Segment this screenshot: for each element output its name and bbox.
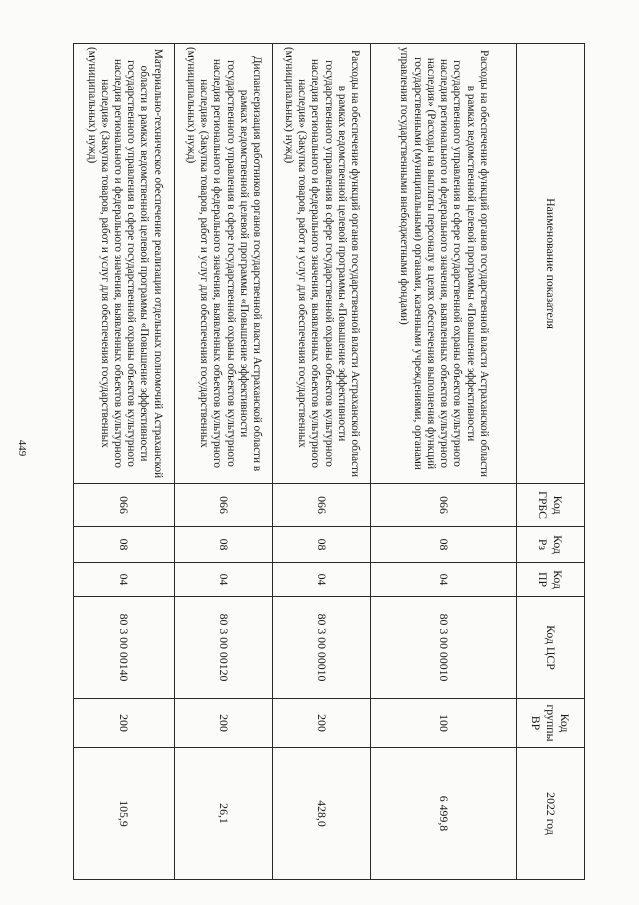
- row-amount: 105,9: [74, 748, 175, 880]
- row-grbs: 066: [175, 484, 273, 527]
- row-vr: 200: [273, 699, 371, 748]
- header-rz: Код Рз: [517, 527, 585, 563]
- header-csr: Код ЦСР: [517, 597, 585, 699]
- row-amount: 26,1: [175, 748, 273, 880]
- table-row: [273, 44, 371, 880]
- row-vr: 200: [175, 699, 273, 748]
- table-row: [175, 44, 273, 880]
- row-name: Диспансеризация работников органов государственной власти Астраханской области в рамках ведомственной целевой программы «Повышение эффективности государственного управления в сфере государственной охраны объектов культурного наследия регионального и федерального значения, выявленных объектов культурного наследия» (Закупка товаров, работ и услуг для обеспечения государственных (муниципальных) нужд): [175, 44, 273, 484]
- table-row: [74, 44, 175, 880]
- header-grbs: Код ГРБС: [517, 484, 585, 527]
- header-pr: Код ПР: [517, 563, 585, 597]
- row-vr: 200: [74, 699, 175, 748]
- budget-table: [73, 43, 585, 880]
- row-pr: 04: [175, 563, 273, 597]
- header-vr: Код группы ВР: [517, 699, 585, 748]
- row-csr: 80 3 00 00010: [273, 597, 371, 699]
- row-grbs: 066: [371, 484, 517, 527]
- row-pr: 04: [74, 563, 175, 597]
- row-csr: 80 3 00 00140: [74, 597, 175, 699]
- table-row: [371, 44, 517, 880]
- row-name: Материально-техническое обеспечение реализации отдельных полномочий Астраханской области в рамках ведомственной целевой программы «Повышение эффективности государственного управления в сфере государственной охраны объектов культурного наследия регионального и федерального значения, выявленных объектов культурного наследия» (Закупка товаров, работ и услуг для обеспечения государственных (муниципальных) нужд): [74, 44, 175, 484]
- rotated-table-wrapper: [74, 43, 585, 879]
- page-number: 449: [16, 439, 28, 457]
- row-grbs: 066: [74, 484, 175, 527]
- row-csr: 80 3 00 00010: [371, 597, 517, 699]
- row-amount: 428,0: [273, 748, 371, 880]
- row-grbs: 066: [273, 484, 371, 527]
- row-pr: 04: [371, 563, 517, 597]
- row-vr: 100: [371, 699, 517, 748]
- header-name: Наименование показателя: [517, 44, 585, 484]
- row-amount: 6 499,8: [371, 748, 517, 880]
- row-pr: 04: [273, 563, 371, 597]
- row-name: Расходы на обеспечение функций органов государственной власти Астраханской области в рамках ведомственной целевой программы «Повышение эффективности государственного управления в сфере государственной охраны объектов культурного наследия регионального и федерального значения, выявленных объектов культурного наследия» (Закупка товаров, работ и услуг для обеспечения государственных (муниципальных) нужд): [273, 44, 371, 484]
- row-rz: 08: [175, 527, 273, 563]
- row-rz: 08: [371, 527, 517, 563]
- row-name: Расходы на обеспечение функций органов государственной власти Астраханской области в рамках ведомственной целевой программы «Повышение эффективности государственного управления в сфере государственной охраны объектов культурного наследия регионального и федерального значения, выявленных объектов культурного наследия» (Расходы на выплаты персоналу в целях обеспечения выполнения функций государственными (муниципальными) органами, казенными учреждениями, органами управления государственными внебюджетными фондами): [371, 44, 517, 484]
- header-amount: 2022 год: [517, 748, 585, 880]
- table-header-row: [517, 44, 585, 880]
- row-rz: 08: [273, 527, 371, 563]
- row-rz: 08: [74, 527, 175, 563]
- row-csr: 80 3 00 00120: [175, 597, 273, 699]
